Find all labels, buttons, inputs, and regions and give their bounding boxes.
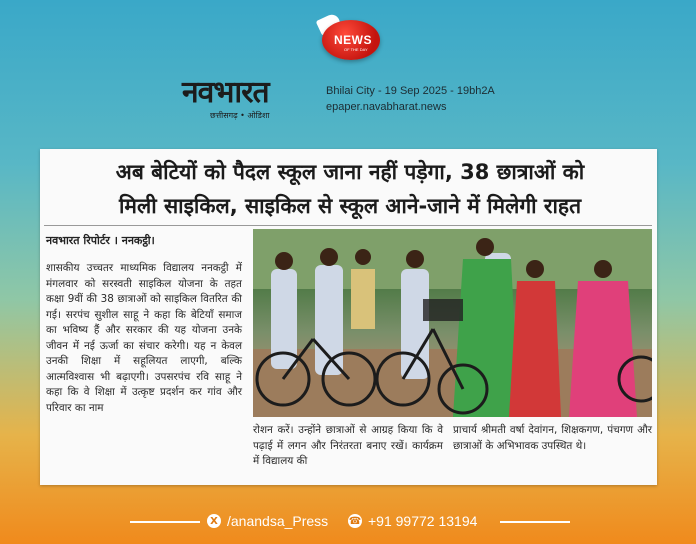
byline: नवभारत रिपोर्टर । ननकट्ठी।	[46, 234, 155, 247]
phone-number: +91 99772 13194	[368, 513, 478, 529]
headline-line-2: मिली साइकिल, साइकिल से स्कूल आने-जाने में मिलेगी राहत	[118, 194, 582, 218]
article-column-2: रोशन करें। उन्होंने छात्राओं से आग्रह किया कि वे पढ़ाई में लगन और निरंतरता बनाए रखें। कार्यक्रम में विद्यालय की	[253, 424, 443, 467]
article-headline	[50, 155, 650, 223]
phone-icon: ☎	[348, 515, 362, 527]
footer	[0, 510, 696, 534]
footer-line-right	[500, 521, 570, 523]
footer-line-left	[130, 521, 200, 523]
article-clipping	[40, 149, 657, 485]
article-photo	[253, 229, 652, 417]
news-of-the-day-badge	[318, 16, 386, 64]
phone-contact[interactable]	[348, 513, 477, 529]
headline-line-1: अब बेटियों को पैदल स्कूल जाना नहीं पड़ेगा, 38 छात्राओं को	[115, 160, 585, 184]
badge-label: NEWS	[334, 33, 372, 47]
social-handle[interactable]	[207, 513, 328, 529]
edition-info	[326, 83, 495, 115]
photo-illustration	[253, 229, 652, 417]
newspaper-region: छत्तीसगढ़ • ओडिशा	[210, 111, 270, 120]
article-column-1: शासकीय उच्चतर माध्यमिक विद्यालय ननकट्ठी में मंगलवार को सरस्वती साइकिल योजना के तहत कक्षा 9वीं की 38 छात्राओं को साइकिल वितरित की गई। सरपंच सुशील साहू ने कहा कि बेटियाँ समाज का भविष्य हैं और सरकार की यह योजना उनके जीवन में नई ऊर्जा का संचार करेगी। यह न केवल उनकी शिक्षा में सहूलियत लाएगी, बल्कि आत्मविश्वास भी बढ़ाएगी। उपसरपंच रवि साहू ने कहा कि वे शिक्षा में उत्कृष्ट प्रदर्शन कर गांव और परिवार का नाम	[46, 262, 242, 414]
social-handle-text: /anandsa_Press	[227, 513, 329, 529]
divider	[44, 225, 652, 226]
badge-sublabel: OF THE DAY	[344, 47, 368, 52]
x-logo-icon: X	[207, 514, 221, 528]
article-column-3: प्राचार्य श्रीमती वर्षा देवांगन, शिक्षकगण, पंचगण और छात्राओं के अभिभावक उपस्थित थे।	[453, 424, 652, 452]
newspaper-logo: नवभारत	[182, 75, 269, 110]
masthead	[182, 75, 270, 121]
edition-url: epaper.navabharat.news	[326, 101, 447, 113]
edition-date: Bhilai City - 19 Sep 2025 - 19bh2A	[326, 85, 495, 97]
